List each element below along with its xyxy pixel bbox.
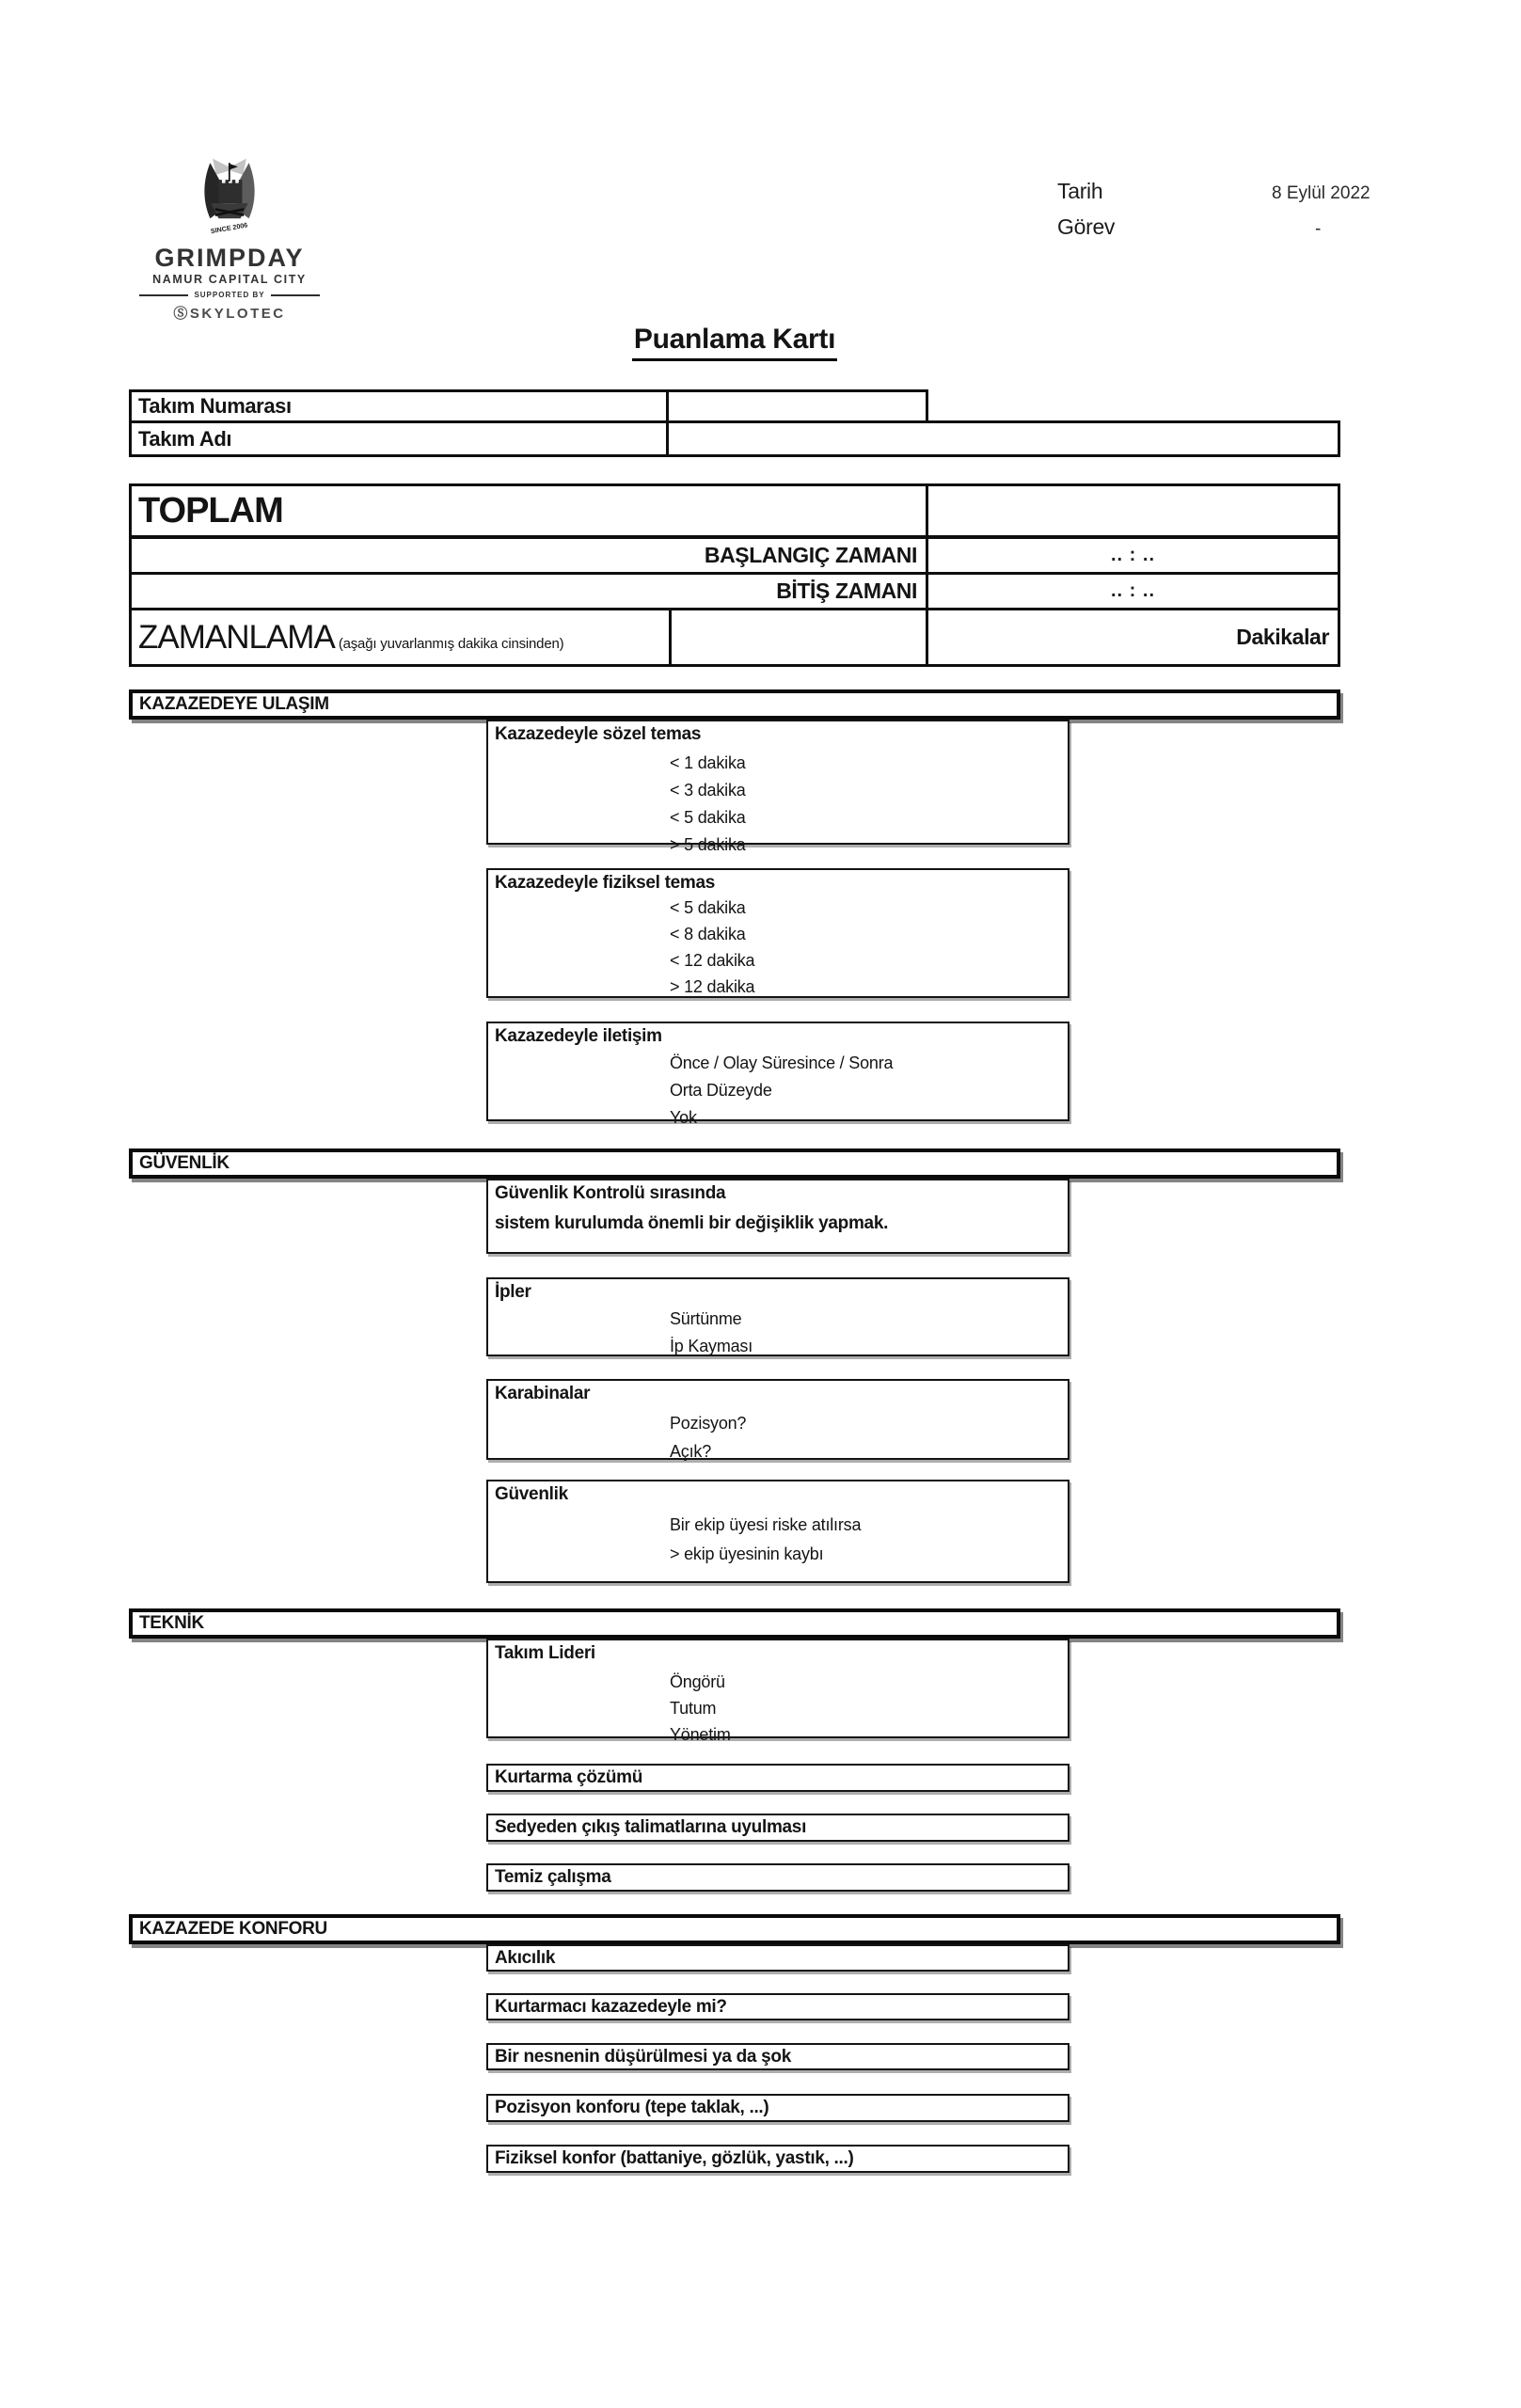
score-option: Önce / Olay Süresince / Sonra	[670, 1054, 894, 1072]
grimpday-logo	[139, 156, 320, 323]
score-option: > ekip üyesinin kaybı	[670, 1545, 824, 1563]
score-box-temiz-calisma	[486, 1863, 1069, 1892]
score-option: İp Kayması	[670, 1337, 753, 1355]
total-label: TOPLAM	[129, 483, 928, 538]
score-options	[670, 895, 754, 1000]
logo-subtitle: NAMUR CAPITAL CITY	[152, 273, 307, 286]
section-header-guvenlik	[129, 1149, 1340, 1179]
score-box-label: İpler	[495, 1282, 531, 1302]
score-box-label: Sedyeden çıkış talimatlarına uyulması	[495, 1817, 807, 1837]
page-title-wrap	[129, 324, 1340, 361]
score-box-iletisim	[486, 1022, 1069, 1127]
score-option: < 5 dakika	[670, 898, 746, 917]
score-option: < 5 dakika	[670, 808, 746, 827]
score-option: Yok	[670, 1108, 697, 1127]
supported-by-row	[139, 291, 320, 299]
score-box-ipler	[486, 1277, 1069, 1356]
score-option: Yönetim	[670, 1725, 731, 1744]
score-box-label: Pozisyon konforu (tepe taklak, ...)	[495, 2098, 769, 2117]
score-box-takim-lideri	[486, 1639, 1069, 1744]
team-number-field[interactable]	[666, 389, 928, 423]
score-box-label: Kurtarma çözümü	[495, 1767, 643, 1787]
date-label: Tarih	[1057, 179, 1103, 203]
score-box-label: Kurtarmacı kazazedeyle mi?	[495, 1997, 727, 2017]
score-options	[670, 1669, 731, 1748]
score-option: Pozisyon?	[670, 1414, 747, 1433]
score-box-karabinalar	[486, 1379, 1069, 1460]
score-box-nesne-dusurulmesi	[486, 2043, 1069, 2070]
logo-wordmark: GRIMPDAY	[154, 244, 305, 272]
score-box-sozel-temas	[486, 720, 1069, 854]
score-options	[670, 750, 746, 859]
section-header-kazazede-konforu	[129, 1914, 1340, 1944]
score-options	[670, 1511, 861, 1569]
score-box-fiziksel-temas	[486, 868, 1069, 998]
divider-line	[271, 294, 320, 296]
score-box-sedyeden-cikis	[486, 1814, 1069, 1842]
timing-label: ZAMANLAMA	[138, 618, 335, 656]
section-title: TEKNİK	[139, 1613, 204, 1633]
score-box-label: Güvenlik Kontrolü sırasında	[495, 1183, 726, 1203]
timing-field[interactable]	[669, 608, 928, 667]
score-box-label: Kazazedeyle fiziksel temas	[495, 873, 716, 893]
timing-label-cell	[129, 608, 672, 667]
divider-line	[139, 294, 188, 296]
score-box-kurtarmaci-kazazedeyle	[486, 1993, 1069, 2020]
start-time-label: BAŞLANGIÇ ZAMANI	[129, 536, 928, 575]
score-box-guvenlik	[486, 1480, 1069, 1583]
score-option: > 12 dakika	[670, 977, 755, 996]
score-option: Orta Düzeyde	[670, 1081, 772, 1100]
score-box-label: Fiziksel konfor (battaniye, gözlük, yastık, ...)	[495, 2148, 854, 2168]
total-field[interactable]	[926, 483, 1340, 538]
timing-note: (aşağı yuvarlanmış dakika cinsinden)	[338, 636, 564, 652]
grimpday-badge-icon	[187, 156, 272, 245]
score-option: Açık?	[670, 1442, 712, 1461]
score-options	[670, 1409, 746, 1465]
mission-label: Görev	[1057, 214, 1116, 239]
team-name-field[interactable]	[666, 420, 1340, 457]
team-name-label: Takım Adı	[129, 420, 672, 457]
end-time-label: BİTİŞ ZAMANI	[129, 572, 928, 610]
start-time-field[interactable]: .. : ..	[926, 536, 1340, 575]
supported-by-label: SUPPORTED BY	[194, 291, 265, 299]
score-box-label: Kazazedeyle sözel temas	[495, 724, 702, 744]
date-value: 8 Eylül 2022	[1272, 183, 1370, 203]
score-option: < 3 dakika	[670, 781, 746, 800]
page-title: Puanlama Kartı	[632, 324, 837, 361]
score-box-label-line2: sistem kurulumda önemli bir değişiklik yapmak.	[495, 1213, 889, 1233]
score-box-akicilik	[486, 1944, 1069, 1972]
score-box-label: Temiz çalışma	[495, 1867, 611, 1887]
score-box-label: Karabinalar	[495, 1384, 591, 1403]
score-option: < 12 dakika	[670, 951, 755, 970]
section-header-teknik	[129, 1608, 1340, 1639]
score-box-label: Kazazedeyle iletişim	[495, 1026, 662, 1046]
score-option: < 1 dakika	[670, 753, 746, 772]
score-option: Öngörü	[670, 1672, 725, 1691]
score-options	[670, 1050, 893, 1132]
skylotec-icon: Ⓢ	[173, 306, 190, 322]
team-number-label: Takım Numarası	[129, 389, 672, 423]
section-title: KAZAZEDEYE ULAŞIM	[139, 694, 329, 714]
sponsor-wordmark: ⓈSKYLOTEC	[173, 306, 286, 322]
score-option: Bir ekip üyesi riske atılırsa	[670, 1515, 862, 1534]
end-time-field[interactable]: .. : ..	[926, 572, 1340, 610]
score-box-label: Takım Lideri	[495, 1643, 595, 1663]
section-title: KAZAZEDE KONFORU	[139, 1919, 327, 1939]
score-option: < 8 dakika	[670, 925, 746, 943]
mission-value: -	[1315, 219, 1322, 239]
score-box-pozisyon-konforu	[486, 2094, 1069, 2122]
score-option: Tutum	[670, 1699, 717, 1718]
svg-text:SINCE 2006: SINCE 2006	[210, 221, 248, 236]
score-box-fiziksel-konfor	[486, 2145, 1069, 2173]
section-title: GÜVENLİK	[139, 1153, 230, 1173]
score-option: Sürtünme	[670, 1309, 742, 1328]
score-box-kurtarma-cozumu	[486, 1764, 1069, 1792]
score-box-label: Güvenlik	[495, 1484, 568, 1504]
minutes-label: Dakikalar	[926, 608, 1340, 667]
score-options	[670, 1306, 753, 1360]
score-option: > 5 dakika	[670, 835, 746, 854]
score-box-label: Akıcılık	[495, 1948, 556, 1968]
score-box-label: Bir nesnenin düşürülmesi ya da şok	[495, 2047, 792, 2067]
score-box-guvenlik-kontrolu	[486, 1179, 1069, 1254]
section-header-kazazedeye-ulasim	[129, 689, 1340, 720]
